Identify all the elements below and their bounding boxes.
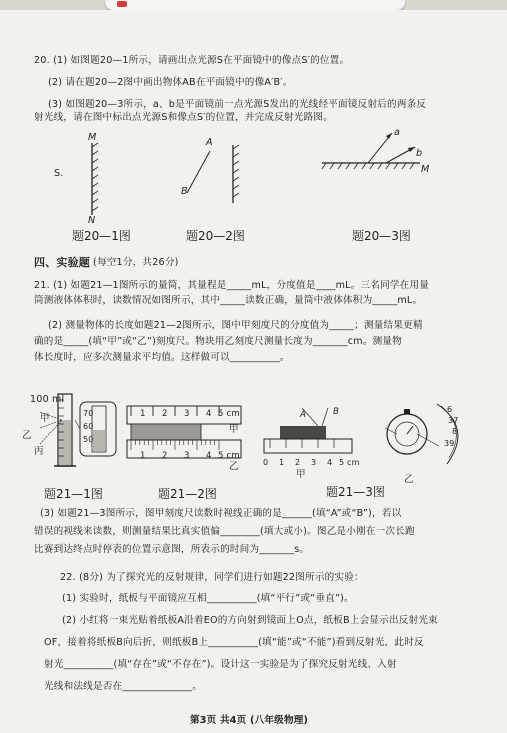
fig21-2-jia: 甲: [229, 424, 239, 435]
page-footer: 第3页 共4页 (八年级物理): [190, 715, 309, 726]
q21-line4: 确的是_____(填“甲”或“乙”)刻度尺。物块用乙刻度尺测量长度为_______cm。测量物: [34, 336, 402, 347]
fig21-3-zero: 0: [263, 458, 269, 467]
q22-line6: 光线和法线是否在______________。: [44, 681, 203, 692]
q22-line5: 射光__________(填“存在”或“不存在”)。设计这一实验是为了探究反射光线、入射: [44, 659, 397, 670]
q22-line1: 22. (8分) 为了探究光的反射规律，同学们进行如题22图所示的实验：: [60, 572, 364, 583]
fig21-3-dial-8: 8: [452, 427, 458, 436]
fig20-3-M: M: [421, 164, 430, 175]
fig21-3-tick-4: 4: [327, 458, 333, 467]
fig21-2-bottom-tick-4: 4: [206, 451, 212, 461]
q21-line8: 比赛到达终点时停表的位置示意图，所表示的时间为_______s。: [34, 544, 310, 555]
fig21-2-top-tick-5: 5 cm: [218, 409, 240, 419]
q21-line2: 筒测液体体积时，读数情况如图所示，其中_____读数正确，量筒中液体体积为_____mL。: [34, 295, 423, 306]
fig21-2-caption: 题21—2图: [158, 487, 217, 501]
fig21-1-jia: 甲: [40, 413, 50, 424]
fig20-1-M: M: [88, 132, 97, 143]
fig21-1-yi: 乙: [22, 430, 32, 441]
fig20-1-N: N: [88, 215, 96, 226]
fig20-3-b: b: [416, 148, 423, 159]
fig21-2-top-tick-2: 2: [162, 409, 168, 419]
fig21-3-dial-6: 6: [447, 405, 453, 414]
fig21-3-tick-unit: cm: [347, 458, 360, 467]
fig21-1-100: 100: [30, 394, 49, 405]
fig21-1-bing: 丙: [34, 446, 44, 457]
q22-line4: OF，接着将纸板B向后折，则纸板B上__________(填“能”或“不能”)看到反射光，此时反: [44, 637, 424, 648]
fig21-3-tick-3: 3: [311, 458, 317, 467]
fig21-3-jia: 甲: [296, 469, 306, 480]
fig21-1-ml: ml: [52, 394, 65, 405]
exam-page: [0, 10, 507, 733]
browser-tab-strip: [105, 0, 405, 10]
fig21-1-60: 60: [83, 422, 94, 431]
q21-line6: (3) 如题21—3图所示，图甲刻度尺读数时视线正确的是______(填“A”或“B”)，若以: [40, 508, 402, 519]
q22-line3: (2) 小红将一束光贴着纸板A沿着EO的方向射到镜面上O点，纸板B上会显示出反射光束: [62, 615, 438, 626]
fig20-1-S: S.: [54, 168, 64, 179]
q21-line3: (2) 测量物体的长度如题21—2图所示，图中甲刻度尺的分度值为_____；测量结果更精: [48, 320, 423, 331]
fig21-2-bottom-tick-1: 1: [140, 451, 146, 461]
q20-line2: (2) 请在题20—2图中画出物体AB在平面镜中的像A′B′。: [48, 77, 293, 88]
fig21-1-50: 50: [83, 435, 94, 444]
figure-20-3: [320, 125, 430, 185]
fig21-3-tick-5: 5: [339, 458, 345, 467]
fig20-1-caption: 题20—1图: [72, 229, 131, 243]
fig21-3-dial-39: 39: [444, 439, 455, 448]
fig21-2-top-tick-1: 1: [140, 409, 146, 419]
q21-line5: 体长度时，应多次测量求平均值。这样做可以__________。: [34, 352, 290, 363]
fig21-2-top-tick-4: 4: [206, 409, 212, 419]
q22-line2: (1) 实验时，纸板与平面镜应互相__________(填“平行”或“垂直”)。: [62, 593, 354, 604]
fig21-3-A: A: [300, 410, 307, 420]
figure-21-3-ruler: [262, 402, 357, 464]
fig21-3-tick-2: 2: [295, 458, 301, 467]
fig21-3-tick-1: 1: [279, 458, 285, 467]
figure-21-3-stopwatch: [375, 398, 475, 473]
section4-title: 四、实验题: [34, 256, 90, 269]
fig20-3-a: a: [394, 127, 401, 138]
fig20-3-caption: 题20—3图: [352, 229, 411, 243]
fig21-1-70: 70: [83, 409, 94, 418]
fig20-2-B: B: [181, 186, 188, 197]
fig21-2-yi: 乙: [229, 461, 239, 472]
fig20-2-caption: 题20—2图: [186, 229, 245, 243]
q21-line1: 21. (1) 如题21—1图所示的量筒，其量程是_____mL，分度值是____mL。三名同学在用量: [34, 280, 430, 291]
q20-line1: 20. (1) 如图题20—1所示，请画出点光源S在平面镜中的像点S′的位置。: [34, 55, 350, 66]
fig21-3-yi: 乙: [404, 474, 414, 485]
q21-line7: 错误的视线来读数，则测量结果比真实值偏________(填大或小)。图乙是小刚在一次长跑: [34, 526, 415, 537]
fig21-2-bottom-tick-2: 2: [162, 451, 168, 461]
fig21-1-caption: 题21—1图: [44, 487, 103, 501]
fig20-2-A: A: [206, 137, 213, 148]
q20-line4: 射光线，请在图中标出点光源S和像点S′的位置，并完成反射光路图。: [34, 112, 333, 123]
figure-20-1: [40, 135, 120, 230]
tab-icon: [117, 1, 127, 7]
fig21-3-dial-37: 37: [448, 416, 459, 425]
fig21-3-caption: 题21—3图: [326, 485, 385, 499]
fig21-3-B: B: [333, 407, 340, 417]
fig21-2-bottom-tick-3: 3: [184, 451, 190, 461]
section4-note: (每空1分，共26分): [93, 257, 179, 268]
fig21-2-top-tick-3: 3: [184, 409, 190, 419]
fig21-2-bottom-tick-5: 5 cm: [218, 451, 240, 461]
q20-line3: (3) 如图题20—3所示，a、b是平面镜前一点光源S发出的光线经平面镜反射后的两条反: [48, 99, 427, 110]
figure-20-2: [175, 145, 245, 215]
